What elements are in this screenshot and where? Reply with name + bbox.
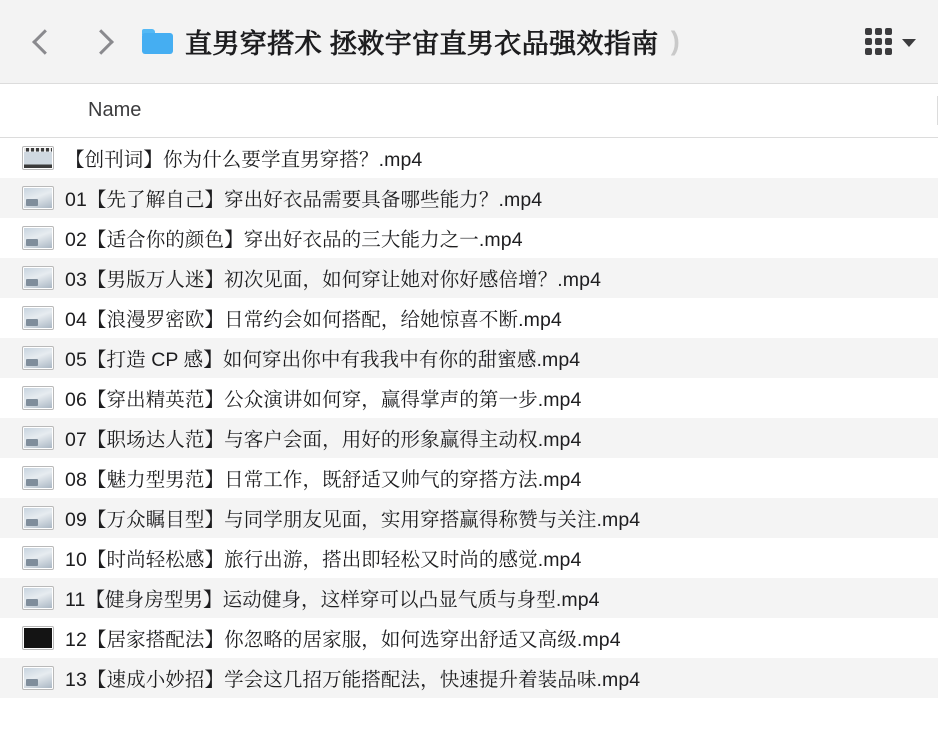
- video-file-icon: [22, 546, 54, 570]
- file-name: 01【先了解自己】穿出好衣品需要具备哪些能力？.mp4: [65, 189, 543, 211]
- file-name: 04【浪漫罗密欧】日常约会如何搭配，给她惊喜不断.mp4: [65, 309, 562, 331]
- file-list: [0, 138, 938, 698]
- chevron-down-icon[interactable]: [902, 39, 916, 47]
- file-row[interactable]: [0, 538, 938, 578]
- video-file-icon: [22, 666, 54, 690]
- back-button[interactable]: [30, 27, 56, 57]
- file-name: 11【健身房型男】运动健身，这样穿可以凸显气质与身型.mp4: [65, 589, 600, 611]
- file-row[interactable]: [0, 498, 938, 538]
- file-row[interactable]: [0, 138, 938, 178]
- video-file-icon: [22, 506, 54, 530]
- file-name: 13【速成小妙招】学会这几招万能搭配法，快速提升着装品味.mp4: [65, 669, 641, 691]
- navigation-buttons: [30, 27, 116, 57]
- column-header-name[interactable]: Name: [88, 99, 142, 121]
- file-row[interactable]: [0, 298, 938, 338]
- file-row[interactable]: [0, 218, 938, 258]
- file-name: 09【万众瞩目型】与同学朋友见面，实用穿搭赢得称赞与关注.mp4: [65, 509, 641, 531]
- file-row[interactable]: [0, 178, 938, 218]
- file-name: 05【打造 CP 感】如何穿出你中有我我中有你的甜蜜感.mp4: [65, 349, 581, 371]
- video-file-icon: [22, 386, 54, 410]
- video-file-icon: [22, 466, 54, 490]
- file-row[interactable]: [0, 338, 938, 378]
- forward-button[interactable]: [90, 27, 116, 57]
- video-file-icon: [22, 306, 54, 330]
- file-row[interactable]: [0, 458, 938, 498]
- file-row[interactable]: [0, 378, 938, 418]
- video-file-icon: [22, 186, 54, 210]
- page-title: 直男穿搭术 拯救宇宙直男衣品强效指南: [185, 29, 659, 59]
- file-row[interactable]: [0, 658, 938, 698]
- view-options[interactable]: [865, 28, 916, 55]
- file-name: 【创刊词】你为什么要学直男穿搭？.mp4: [65, 149, 423, 171]
- file-row[interactable]: [0, 418, 938, 458]
- file-name: 06【穿出精英范】公众演讲如何穿，赢得掌声的第一步.mp4: [65, 389, 582, 411]
- video-file-icon: [22, 626, 54, 650]
- window-title-group: [142, 22, 853, 61]
- file-row[interactable]: [0, 578, 938, 618]
- grid-view-icon[interactable]: [865, 28, 892, 55]
- file-name: 10【时尚轻松感】旅行出游，搭出即轻松又时尚的感觉.mp4: [65, 549, 582, 571]
- file-name: 07【职场达人范】与客户会面，用好的形象赢得主动权.mp4: [65, 429, 582, 451]
- video-file-icon: [22, 346, 54, 370]
- file-name: 03【男版万人迷】初次见面，如何穿让她对你好感倍增？.mp4: [65, 269, 602, 291]
- video-file-icon: [22, 586, 54, 610]
- file-row[interactable]: [0, 258, 938, 298]
- file-name: 12【居家搭配法】你忽略的居家服，如何选穿出舒适又高级.mp4: [65, 629, 621, 651]
- video-file-icon: [22, 266, 54, 290]
- column-header: [0, 84, 938, 138]
- video-file-icon: [22, 426, 54, 450]
- file-row[interactable]: [0, 618, 938, 658]
- file-name: 08【魅力型男范】日常工作，既舒适又帅气的穿搭方法.mp4: [65, 469, 582, 491]
- title-overflow-text: ): [670, 26, 680, 56]
- video-file-icon: [22, 146, 54, 170]
- folder-icon: [142, 29, 173, 54]
- video-file-icon: [22, 226, 54, 250]
- file-name: 02【适合你的颜色】穿出好衣品的三大能力之一.mp4: [65, 229, 523, 251]
- window-toolbar: [0, 0, 938, 84]
